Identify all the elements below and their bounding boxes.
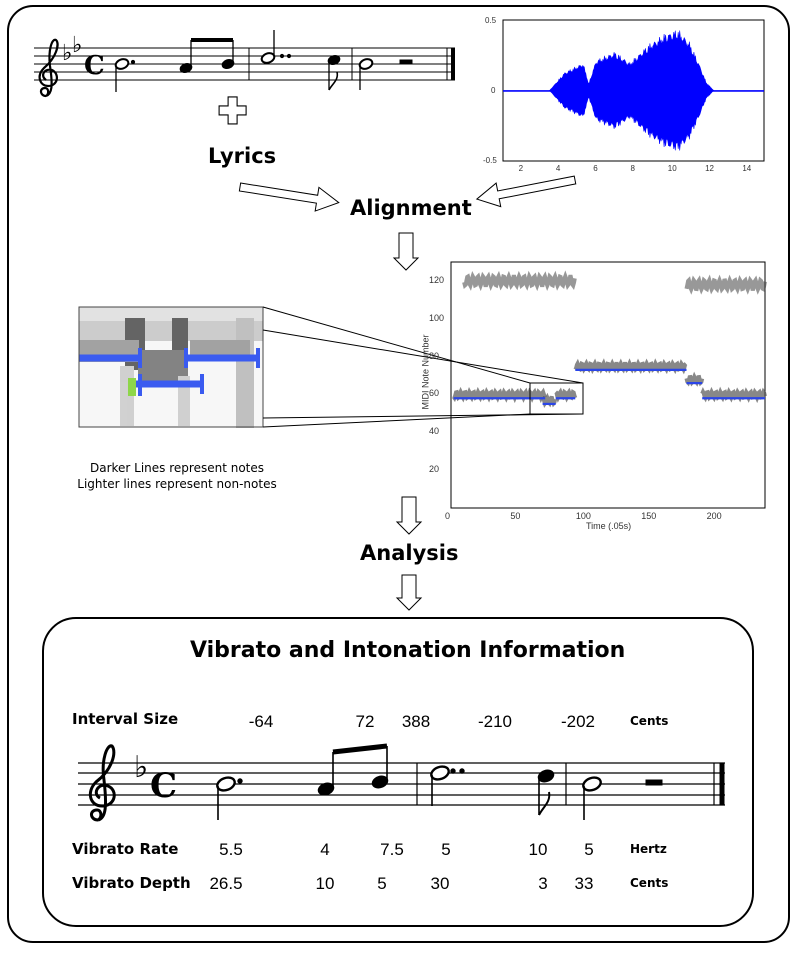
rate-value: 5 (441, 840, 451, 859)
rate-value: 4 (320, 840, 330, 859)
pitch-ytick: 40 (429, 426, 440, 437)
pitch-xtick: 150 (641, 511, 657, 521)
waveform-panel (503, 20, 764, 161)
interval-unit: Cents (630, 714, 669, 728)
pitch-xtick: 50 (510, 511, 521, 521)
waveform-xtick: 12 (705, 164, 714, 173)
arrow-lyrics-to-alignment-icon (238, 175, 341, 214)
pitch-trace (575, 363, 686, 369)
pitch-chart-xlabel: Time (.05s) (586, 521, 632, 531)
rate-unit: Hertz (630, 842, 667, 856)
down-arrow-alignment-icon (394, 233, 418, 270)
waveform-xtick: 14 (742, 164, 752, 173)
arrow-waveform-to-alignment-icon (475, 168, 578, 211)
depth-value: 10 (315, 874, 335, 893)
caption-line-2: Lighter lines represent non-notes (77, 477, 277, 491)
pitch-chart-panel (451, 262, 765, 508)
bottom-time-signature: C (150, 766, 178, 806)
down-arrow-chart-icon (397, 497, 421, 534)
info-title: Vibrato and Intonation Information (190, 638, 626, 663)
vibrato-depth-label: Vibrato Depth (72, 874, 191, 892)
pitch-xtick: 200 (706, 511, 722, 521)
waveform-xtick: 4 (555, 164, 561, 173)
lyrics-label: Lyrics (208, 144, 277, 168)
rate-value: 10 (528, 840, 548, 859)
pitch-trace (702, 392, 765, 398)
pitch-xtick: 0 (445, 511, 451, 521)
interval-value: -202 (560, 712, 596, 731)
pitch-ytick: 100 (429, 312, 445, 323)
pitch-trace (687, 377, 703, 383)
depth-value: 3 (538, 874, 548, 893)
analysis-label: Analysis (360, 541, 459, 565)
harmonic-trace (464, 276, 575, 286)
inset-caption (72, 460, 282, 492)
caption-line-1: Darker Lines represent notes (89, 461, 265, 475)
pitch-ytick: 120 (429, 274, 445, 285)
waveform-xtick: 2 (518, 164, 524, 173)
pitch-trace (454, 392, 545, 398)
waveform-xtick: 10 (667, 164, 677, 173)
pitch-ytick: 80 (429, 350, 440, 361)
depth-value: 26.5 (209, 874, 243, 893)
interval-value: -210 (477, 712, 513, 731)
waveform-xtick: 6 (593, 164, 598, 173)
rate-value: 5 (584, 840, 594, 859)
alignment-label: Alignment (350, 196, 472, 220)
vibrato-rate-label: Vibrato Rate (72, 840, 179, 858)
plus-icon (219, 97, 246, 124)
waveform-ytick-bottom: -0.5 (483, 156, 497, 165)
rate-value: 5.5 (219, 840, 243, 859)
interval-value: 72 (355, 712, 375, 731)
waveform-ytick-top: 0.5 (485, 16, 497, 25)
depth-value: 30 (430, 874, 450, 893)
svg-text:♭: ♭ (62, 41, 73, 66)
pitch-trace (556, 392, 576, 398)
pitch-xtick: 100 (575, 511, 591, 521)
top-notes (114, 30, 412, 92)
harmonic-trace (687, 280, 766, 289)
svg-text:♭: ♭ (134, 750, 149, 785)
interval-value: 388 (401, 712, 431, 731)
rate-value: 7.5 (380, 840, 404, 859)
interval-size-label: Interval Size (72, 710, 179, 728)
pitch-ytick: 20 (429, 464, 440, 475)
top-time-signature: C (84, 51, 105, 81)
pitch-chart-ylabel: MIDI Note Number (420, 334, 431, 410)
down-arrow-analysis-icon (397, 575, 421, 610)
waveform-xtick: 8 (630, 164, 635, 173)
pitch-ytick: 60 (429, 388, 440, 399)
svg-text:♭: ♭ (72, 33, 83, 58)
depth-unit: Cents (630, 876, 669, 890)
depth-value: 33 (574, 874, 594, 893)
depth-value: 5 (377, 874, 387, 893)
interval-value: -64 (248, 712, 274, 731)
waveform-ytick-mid: 0 (491, 86, 496, 95)
